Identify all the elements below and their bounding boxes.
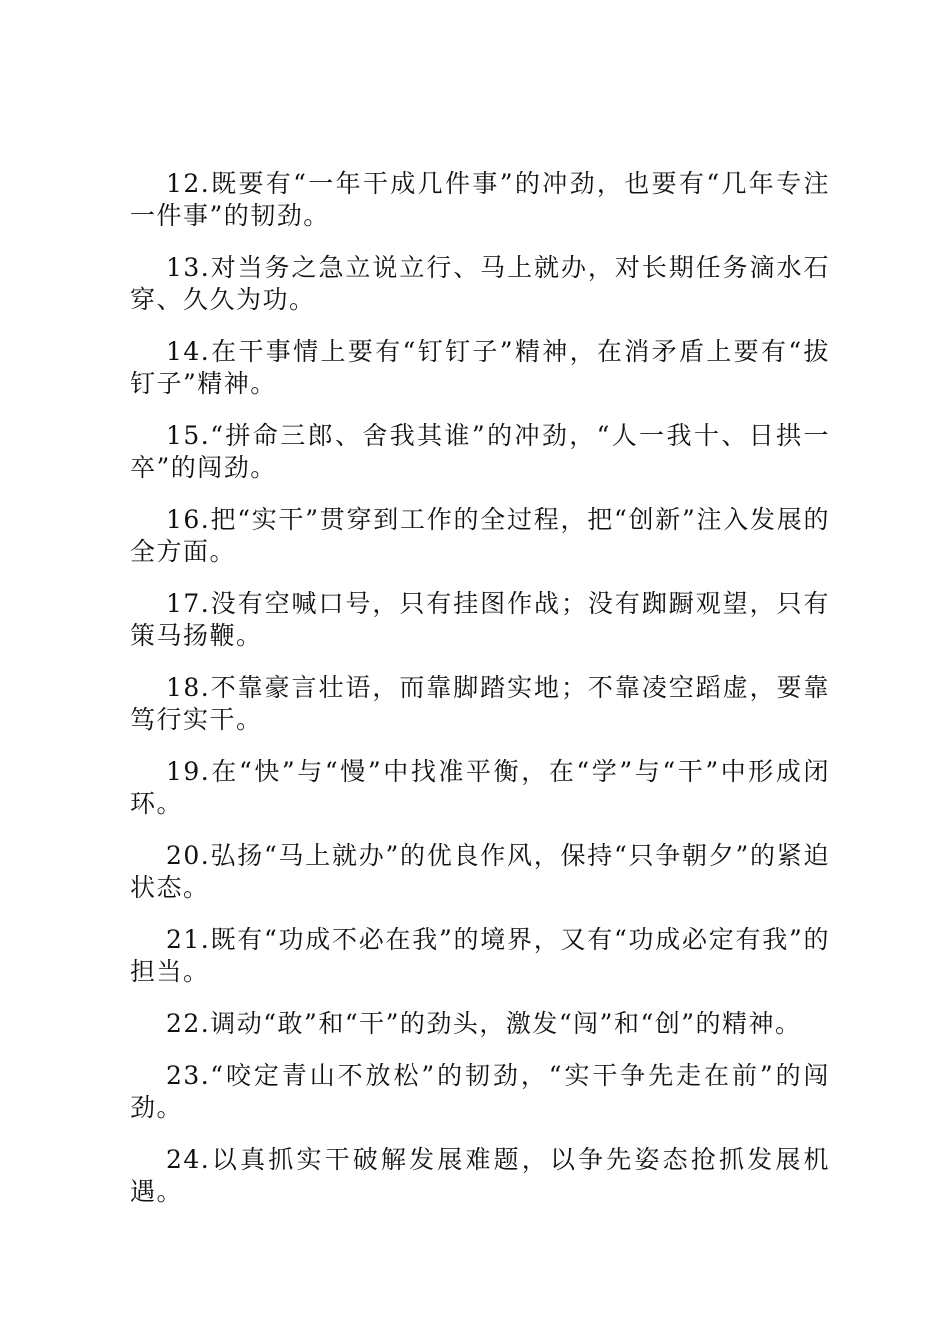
paragraph-23: 23.“咬定青山不放松”的韧劲，“实干争先走在前”的闯劲。 xyxy=(130,1061,830,1122)
paragraph-22: 22.调动“敢”和“干”的劲头，激发“闯”和“创”的精神。 xyxy=(166,1009,802,1038)
paragraph-12: 12.既要有“一年干成几件事”的冲劲，也要有“几年专注一件事”的韧劲。 xyxy=(130,169,830,230)
paragraph-15: 15.“拼命三郎、舍我其谁”的冲劲，“人一我十、日拱一卒”的闯劲。 xyxy=(130,421,830,482)
paragraph-14: 14.在干事情上要有“钉钉子”精神，在消矛盾上要有“拔钉子”精神。 xyxy=(130,337,830,398)
paragraph-24: 24.以真抓实干破解发展难题，以争先姿态抢抓发展机遇。 xyxy=(130,1145,830,1206)
paragraph-20: 20.弘扬“马上就办”的优良作风，保持“只争朝夕”的紧迫状态。 xyxy=(130,841,830,902)
document-body xyxy=(130,168,830,1228)
paragraph-19: 19.在“快”与“慢”中找准平衡，在“学”与“干”中形成闭环。 xyxy=(130,757,830,818)
paragraph-17: 17.没有空喊口号，只有挂图作战；没有踟蹰观望，只有策马扬鞭。 xyxy=(130,589,830,650)
paragraph-16: 16.把“实干”贯穿到工作的全过程，把“创新”注入发展的全方面。 xyxy=(130,505,830,566)
paragraph-18: 18.不靠豪言壮语，而靠脚踏实地；不靠凌空蹈虚，要靠笃行实干。 xyxy=(130,673,830,734)
paragraph-21: 21.既有“功成不必在我”的境界，又有“功成必定有我”的担当。 xyxy=(130,925,830,986)
paragraph-13: 13.对当务之急立说立行、马上就办，对长期任务滴水石穿、久久为功。 xyxy=(130,253,830,314)
